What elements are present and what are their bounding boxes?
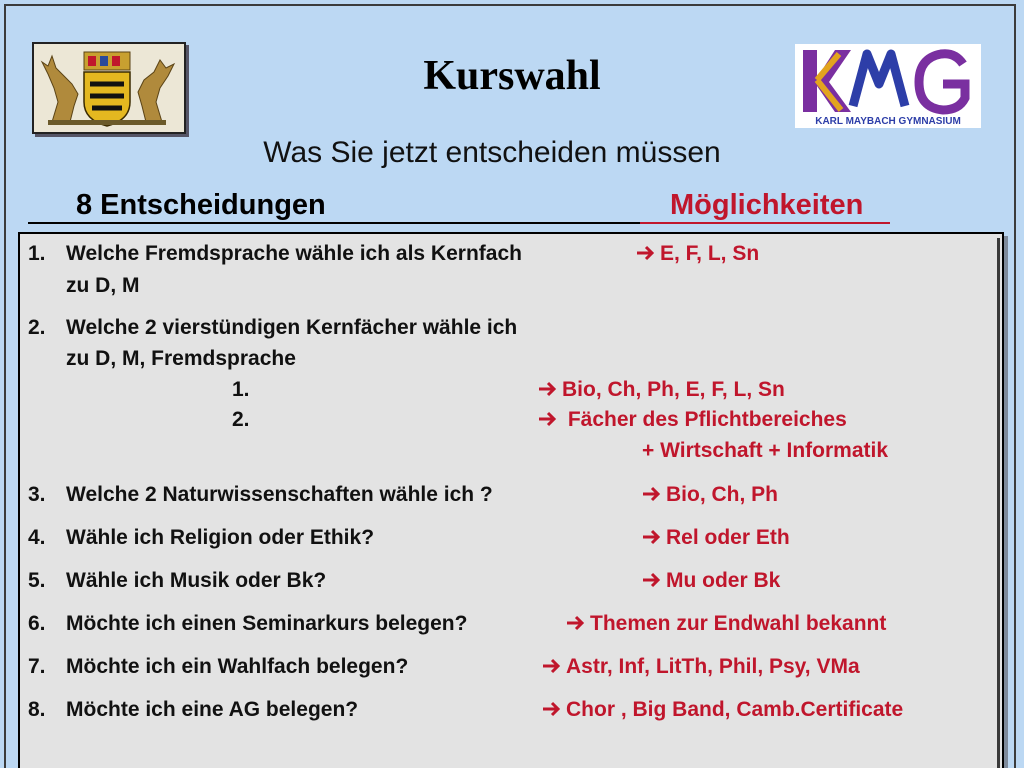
- answer-8: [542, 698, 903, 722]
- answer-text: Bio, Ch, Ph, E, F, L, Sn: [562, 378, 785, 401]
- arrow-right-icon: [566, 615, 586, 631]
- item-question: Möchte ich einen Seminarkurs belegen?: [66, 612, 468, 635]
- item-question: Wähle ich Religion oder Ethik?: [66, 526, 375, 549]
- arrow-right-icon: [538, 381, 558, 397]
- arrow-right-icon: [642, 572, 662, 588]
- item-number: 1.: [28, 242, 46, 265]
- answer-text: Chor , Big Band, Camb.Certificate: [566, 698, 904, 721]
- answer-text: Rel oder Eth: [666, 526, 790, 549]
- answer-4: [642, 526, 790, 550]
- answer-3: [642, 483, 778, 507]
- item-question: Möchte ich ein Wahlfach belegen?: [66, 655, 409, 678]
- arrow-right-icon: [642, 486, 662, 502]
- item-question: Möchte ich eine AG belegen?: [66, 698, 359, 721]
- item-question-cont: zu D, M, Fremdsprache: [66, 347, 296, 370]
- card-edge: [997, 238, 1000, 768]
- school-logo-text: KARL MAYBACH GYMNASIUM: [815, 116, 961, 127]
- item-question: Wähle ich Musik oder Bk?: [66, 569, 327, 592]
- answer-text: Mu oder Bk: [666, 569, 781, 592]
- item-number: 8.: [28, 698, 46, 721]
- item-question-cont: zu D, M: [66, 274, 140, 297]
- page-subtitle: Was Sie jetzt entscheiden müssen: [263, 136, 721, 169]
- item-question: Welche Fremdsprache wähle ich als Kernfach: [66, 242, 522, 265]
- arrow-right-icon: [542, 658, 562, 674]
- item-number: 3.: [28, 483, 46, 506]
- item-number: 2.: [28, 316, 46, 339]
- answer-text: Fächer des Pflichtbereiches: [562, 408, 847, 431]
- item-question: Welche 2 vierstündigen Kernfächer wähle ich: [66, 316, 518, 339]
- answer-text: E, F, L, Sn: [660, 242, 760, 265]
- arrow-right-icon: [542, 701, 562, 717]
- item-number: 7.: [28, 655, 46, 678]
- answer-text: Astr, Inf, LitTh, Phil, Psy, VMa: [566, 655, 860, 678]
- answer-5: [642, 569, 780, 593]
- answer-text: Bio, Ch, Ph: [666, 483, 778, 506]
- sub-item-label-2: 2.: [232, 408, 250, 431]
- item-question: Welche 2 Naturwissenschaften wähle ich ?: [66, 483, 493, 506]
- answer-7: [542, 655, 860, 679]
- arrow-right-icon: [636, 245, 656, 261]
- sub-answer-1: [538, 378, 785, 402]
- sub-item-label-1: 1.: [232, 378, 250, 401]
- sub-answer-2: [538, 408, 847, 432]
- item-number: 4.: [28, 526, 46, 549]
- item-number: 5.: [28, 569, 46, 592]
- header-decisions: 8 Entscheidungen: [28, 189, 640, 224]
- item-number: 6.: [28, 612, 46, 635]
- arrow-right-icon: [538, 411, 558, 427]
- answer-text: Themen zur Endwahl bekannt: [590, 612, 887, 635]
- answer-1: [636, 242, 759, 266]
- sub-answer-2-extra: + Wirtschaft + Informatik: [642, 439, 889, 462]
- arrow-right-icon: [642, 529, 662, 545]
- header-options: Möglichkeiten: [640, 189, 890, 224]
- answer-6: [566, 612, 886, 636]
- column-headers: [28, 189, 890, 225]
- page-title: Kurswahl: [423, 53, 601, 99]
